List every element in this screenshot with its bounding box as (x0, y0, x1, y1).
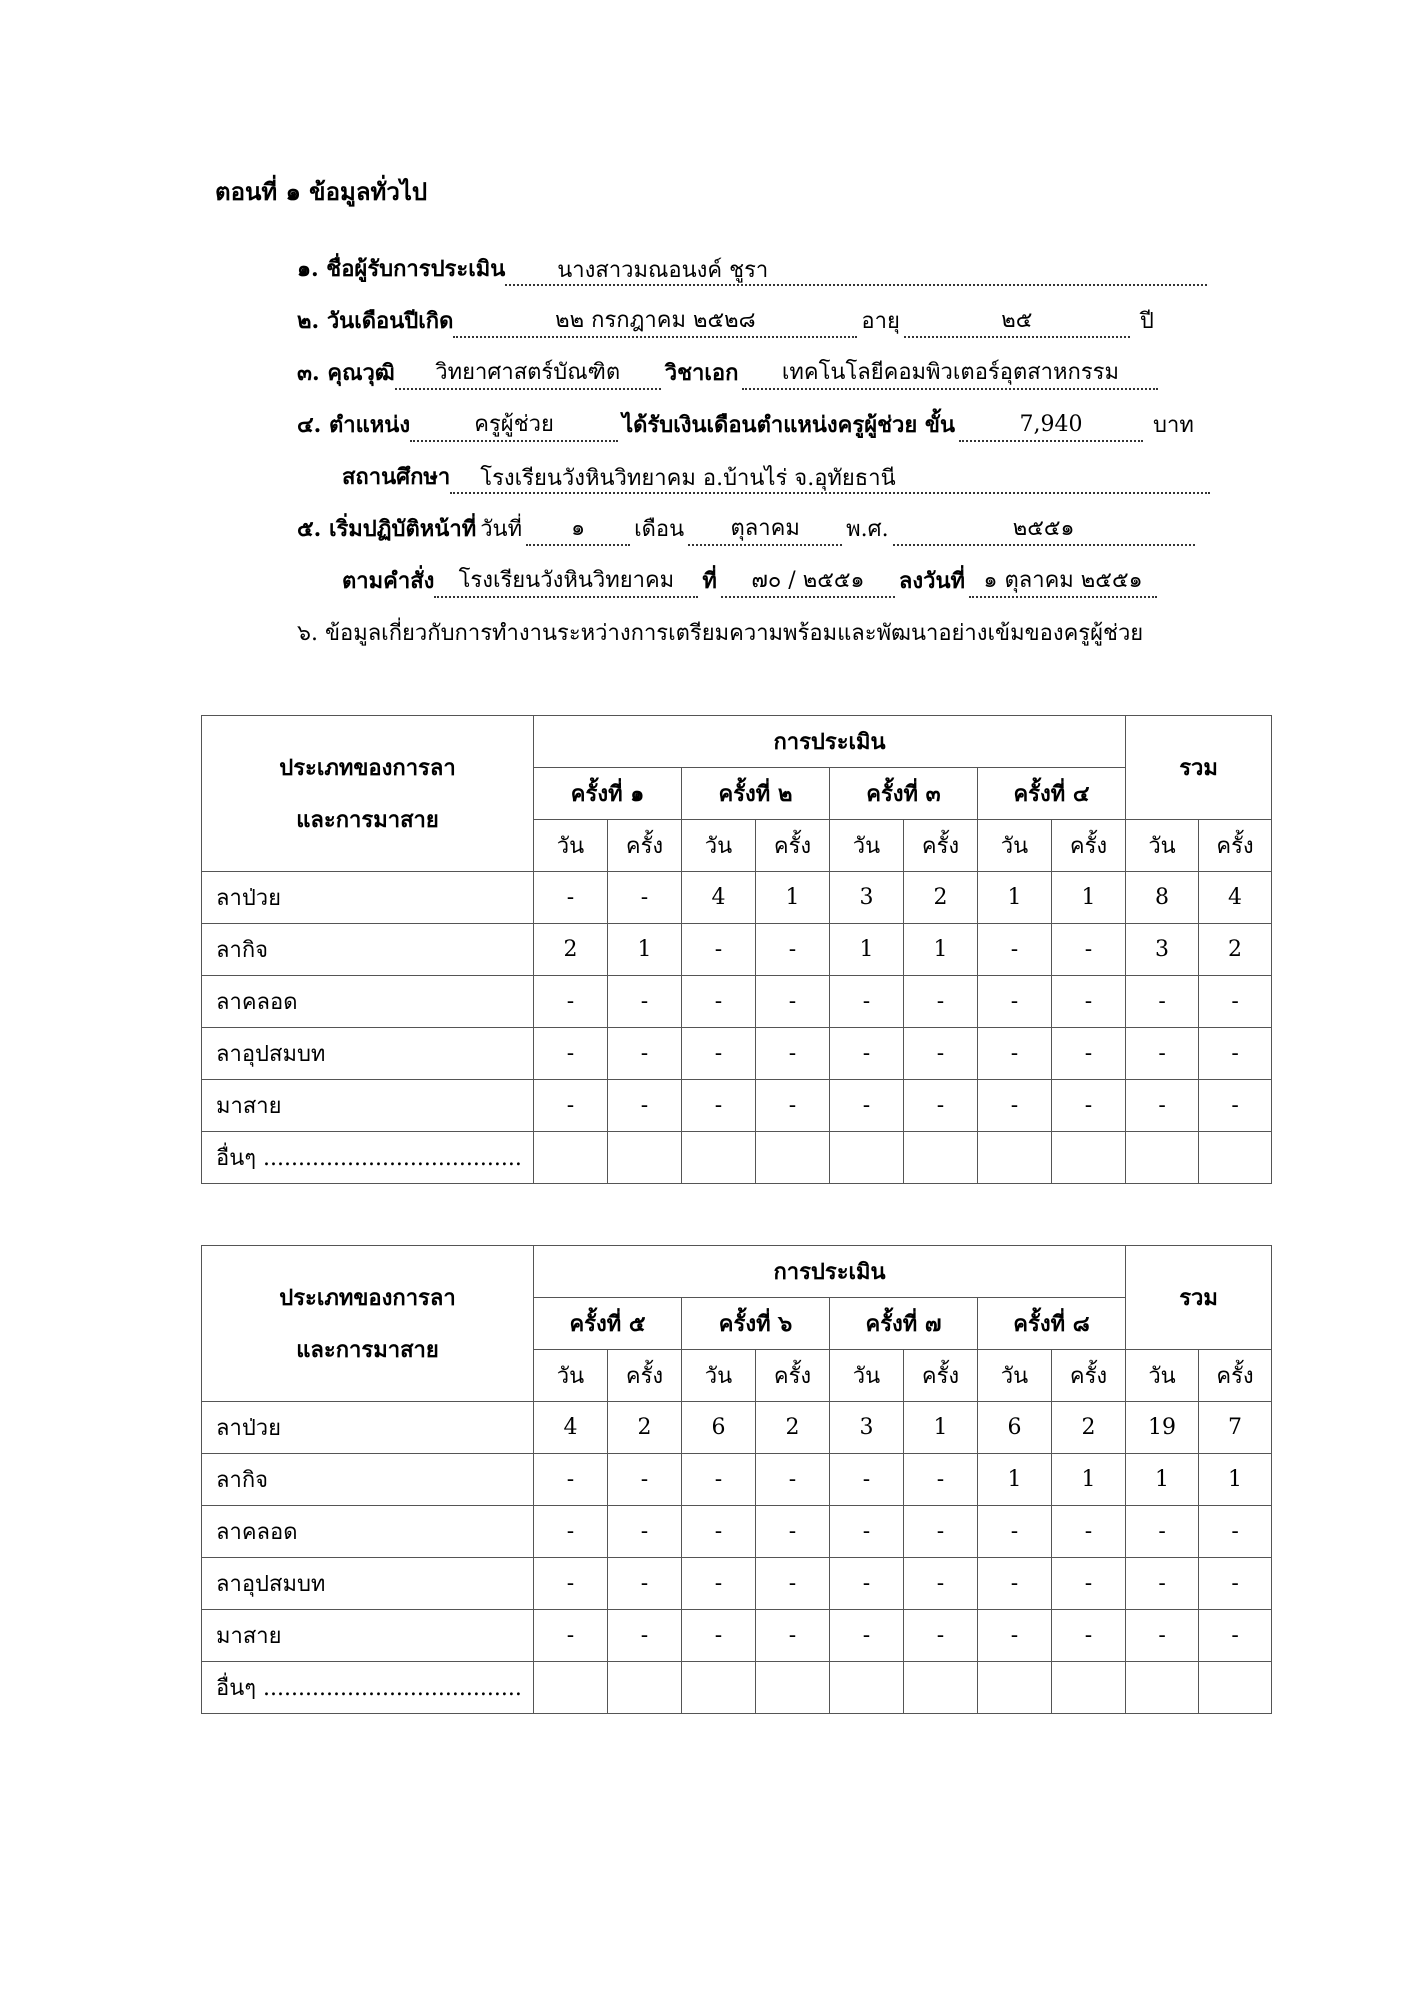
times-count-cell: - (608, 872, 682, 924)
times-count-cell: - (1199, 1610, 1272, 1662)
times-count-cell: 2 (1199, 924, 1272, 976)
age-label: อายุ (861, 309, 900, 334)
times-count-cell: - (904, 1454, 978, 1506)
day-count-cell: 1 (978, 1454, 1052, 1506)
times-count-cell: 1 (608, 924, 682, 976)
order-no-label: ที่ (702, 568, 717, 594)
table-row (202, 1454, 1272, 1506)
table-row (202, 872, 1272, 924)
times-count-cell: - (1052, 1028, 1126, 1080)
day-count-cell: - (534, 976, 608, 1028)
times-header: ครั้ง (756, 820, 830, 872)
day-count-cell: - (534, 1028, 608, 1080)
times-count-cell: - (608, 976, 682, 1028)
day-count-cell: - (534, 1610, 608, 1662)
day-header: วัน (978, 1350, 1052, 1402)
times-count-cell: - (608, 1558, 682, 1610)
times-count-cell: 1 (904, 1402, 978, 1454)
day-count-cell: - (978, 1558, 1052, 1610)
day-count-cell: - (534, 1506, 608, 1558)
day-count-cell: 4 (682, 872, 756, 924)
times-count-cell: - (1199, 976, 1272, 1028)
order-date-field: ๑ ตุลาคม ๒๕๕๑ (969, 566, 1157, 598)
assessment-header: การประเมิน (534, 716, 1126, 768)
day-count-cell (682, 1662, 756, 1714)
order-no-field: ๗๐ / ๒๕๕๑ (721, 566, 895, 598)
leave-type-cell: ลากิจ (202, 924, 534, 976)
day-header: วัน (534, 820, 608, 872)
day-count-cell (1126, 1662, 1199, 1714)
day-count-cell: 3 (1126, 924, 1199, 976)
order-label: ตามคำสั่ง (342, 568, 435, 594)
day-count-cell: - (682, 1028, 756, 1080)
table-body (202, 1402, 1272, 1714)
times-count-cell (1052, 1132, 1126, 1184)
leave-type-cell: ลาคลอด (202, 1506, 534, 1558)
order-line (342, 564, 1157, 598)
day-count-cell: 6 (978, 1402, 1052, 1454)
start-day-field: ๑ (526, 514, 630, 546)
total-header: รวม (1126, 1246, 1272, 1350)
day-header: วัน (1126, 820, 1199, 872)
dob-line (297, 304, 1158, 338)
qualification-label: ๓. คุณวุฒิ (297, 360, 395, 386)
day-count-cell: 2 (534, 924, 608, 976)
times-count-cell (756, 1132, 830, 1184)
day-count-cell (978, 1662, 1052, 1714)
day-count-cell: 6 (682, 1402, 756, 1454)
times-count-cell: 2 (1052, 1402, 1126, 1454)
table-row (202, 1558, 1272, 1610)
day-count-cell (682, 1132, 756, 1184)
times-count-cell (904, 1132, 978, 1184)
times-count-cell (608, 1662, 682, 1714)
times-count-cell: - (1052, 1080, 1126, 1132)
day-count-cell: - (1126, 1506, 1199, 1558)
total-header: รวม (1126, 716, 1272, 820)
times-count-cell: - (608, 1454, 682, 1506)
type-header-line1: ประเภทของการลา (279, 1284, 456, 1311)
day-count-cell: - (1126, 1558, 1199, 1610)
day-count-cell: - (830, 976, 904, 1028)
age-unit: ปี (1139, 309, 1154, 334)
dob-label: ๒. วันเดือนปีเกิด (297, 308, 454, 334)
day-count-cell: 4 (534, 1402, 608, 1454)
times-count-cell: 7 (1199, 1402, 1272, 1454)
times-count-cell: 1 (904, 924, 978, 976)
major-label: วิชาเอก (664, 360, 739, 386)
times-count-cell: - (608, 1080, 682, 1132)
times-count-cell: 1 (756, 872, 830, 924)
leave-table-1 (201, 715, 1272, 1184)
times-count-cell (904, 1662, 978, 1714)
times-count-cell (1199, 1132, 1272, 1184)
day-count-cell: - (978, 1028, 1052, 1080)
day-count-cell: - (978, 976, 1052, 1028)
assessment-header: การประเมิน (534, 1246, 1126, 1298)
times-count-cell: - (608, 1506, 682, 1558)
times-count-cell: - (608, 1028, 682, 1080)
table-row (202, 1662, 1272, 1714)
times-count-cell: 4 (1199, 872, 1272, 924)
round-header: ครั้งที่ ๒ (682, 768, 830, 820)
day-count-cell: 1 (830, 924, 904, 976)
times-count-cell: - (1052, 976, 1126, 1028)
leave-type-cell: มาสาย (202, 1610, 534, 1662)
times-header: ครั้ง (1199, 1350, 1272, 1402)
times-count-cell: - (1199, 1558, 1272, 1610)
day-count-cell: - (682, 976, 756, 1028)
table-row (202, 1080, 1272, 1132)
times-count-cell: 1 (1052, 1454, 1126, 1506)
table-row (202, 1610, 1272, 1662)
day-count-cell: - (1126, 1610, 1199, 1662)
day-count-cell: - (978, 924, 1052, 976)
day-count-cell (1126, 1132, 1199, 1184)
day-count-cell: - (830, 1506, 904, 1558)
times-count-cell (608, 1132, 682, 1184)
start-year-label: พ.ศ. (846, 517, 889, 542)
dob-field: ๒๒ กรกฎาคม ๒๕๒๘ (453, 306, 857, 338)
times-count-cell: - (756, 924, 830, 976)
times-count-cell: - (904, 1506, 978, 1558)
times-count-cell (756, 1662, 830, 1714)
day-count-cell (534, 1662, 608, 1714)
leave-type-cell: ลาคลอด (202, 976, 534, 1028)
salary-label: ได้รับเงินเดือนตำแหน่งครูผู้ช่วย ขั้น (622, 412, 956, 438)
times-header: ครั้ง (904, 1350, 978, 1402)
round-header: ครั้งที่ ๗ (830, 1298, 978, 1350)
day-count-cell: - (682, 1506, 756, 1558)
table-body (202, 872, 1272, 1184)
times-count-cell: - (1199, 1080, 1272, 1132)
table-row (202, 1402, 1272, 1454)
table-row (202, 976, 1272, 1028)
position-label: ๔. ตำแหน่ง (297, 412, 411, 438)
table-row (202, 1132, 1272, 1184)
start-month-field: ตุลาคม (688, 514, 842, 546)
day-header: วัน (978, 820, 1052, 872)
leave-type-cell: ลาป่วย (202, 872, 534, 924)
day-header: วัน (1126, 1350, 1199, 1402)
table-row (202, 924, 1272, 976)
type-header (202, 1246, 534, 1402)
times-count-cell: - (1052, 1610, 1126, 1662)
round-header: ครั้งที่ ๘ (978, 1298, 1126, 1350)
name-field: นางสาวมณอนงค์ ชูรา (505, 256, 1207, 286)
start-line (297, 512, 1195, 546)
position-line (297, 408, 1198, 442)
times-count-cell: 1 (1052, 872, 1126, 924)
type-header (202, 716, 534, 872)
day-count-cell: 3 (830, 1402, 904, 1454)
day-count-cell: - (1126, 1080, 1199, 1132)
times-count-cell: 2 (904, 872, 978, 924)
day-count-cell: 19 (1126, 1402, 1199, 1454)
start-label: ๕. เริ่มปฏิบัติหน้าที่ (297, 516, 477, 542)
order-date-label: ลงวันที่ (898, 568, 966, 594)
item6-text: ๖. ข้อมูลเกี่ยวกับการทำงานระหว่างการเตรียมความพร้อมและพัฒนาอย่างเข้มของครูผู้ช่วย (297, 621, 1144, 646)
day-count-cell: 1 (1126, 1454, 1199, 1506)
day-count-cell: 1 (978, 872, 1052, 924)
type-header-line2: และการมาสาย (296, 806, 439, 833)
school-label: สถานศึกษา (342, 464, 451, 490)
day-count-cell: - (830, 1028, 904, 1080)
day-count-cell: - (1126, 1028, 1199, 1080)
order-field: โรงเรียนวังหินวิทยาคม (434, 566, 698, 598)
leave-type-cell: ลาอุปสมบท (202, 1558, 534, 1610)
leave-type-cell: อื่นๆ ..................................... (202, 1662, 534, 1714)
times-count-cell: 1 (1199, 1454, 1272, 1506)
type-header-line1: ประเภทของการลา (279, 754, 456, 781)
times-count-cell (1199, 1662, 1272, 1714)
day-count-cell: 8 (1126, 872, 1199, 924)
day-count-cell: - (830, 1454, 904, 1506)
day-header: วัน (682, 1350, 756, 1402)
age-field: ๒๕ (904, 306, 1130, 338)
times-count-cell: - (904, 1028, 978, 1080)
times-count-cell: - (756, 1080, 830, 1132)
start-year-field: ๒๕๕๑ (893, 514, 1195, 546)
times-header: ครั้ง (1052, 820, 1126, 872)
table-row (202, 1506, 1272, 1558)
round-header: ครั้งที่ ๓ (830, 768, 978, 820)
section-title: ตอนที่ ๑ ข้อมูลทั่วไป (215, 177, 428, 206)
times-count-cell: - (756, 1028, 830, 1080)
start-month-label: เดือน (634, 517, 685, 542)
day-header: วัน (830, 820, 904, 872)
day-count-cell: - (682, 924, 756, 976)
day-count-cell: 3 (830, 872, 904, 924)
leave-type-cell: ลากิจ (202, 1454, 534, 1506)
day-header: วัน (830, 1350, 904, 1402)
day-count-cell: - (682, 1558, 756, 1610)
leave-type-cell: มาสาย (202, 1080, 534, 1132)
day-count-cell: - (534, 1454, 608, 1506)
day-header: วัน (534, 1350, 608, 1402)
round-header: ครั้งที่ ๕ (534, 1298, 682, 1350)
qualification-field: วิทยาศาสตร์บัณฑิต (395, 358, 661, 390)
times-count-cell: - (904, 1610, 978, 1662)
qualification-line (297, 356, 1158, 390)
times-header: ครั้ง (608, 1350, 682, 1402)
day-count-cell: - (682, 1080, 756, 1132)
times-count-cell: - (1199, 1506, 1272, 1558)
times-count-cell: - (1199, 1028, 1272, 1080)
day-count-cell (830, 1132, 904, 1184)
times-header: ครั้ง (1199, 820, 1272, 872)
day-count-cell: - (978, 1506, 1052, 1558)
round-header: ครั้งที่ ๑ (534, 768, 682, 820)
times-header: ครั้ง (756, 1350, 830, 1402)
times-header: ครั้ง (904, 820, 978, 872)
school-field: โรงเรียนวังหินวิทยาคม อ.บ้านไร่ จ.อุทัยธานี (450, 464, 1210, 494)
leave-type-cell: ลาอุปสมบท (202, 1028, 534, 1080)
leave-table-2 (201, 1245, 1272, 1714)
day-count-cell (830, 1662, 904, 1714)
day-count-cell (534, 1132, 608, 1184)
times-count-cell: 2 (756, 1402, 830, 1454)
day-count-cell: - (978, 1610, 1052, 1662)
salary-unit: บาท (1153, 413, 1194, 438)
times-count-cell: - (756, 1454, 830, 1506)
name-line (297, 252, 1207, 286)
times-count-cell: - (904, 1558, 978, 1610)
table-row (202, 1028, 1272, 1080)
leave-type-cell: อื่นๆ ..................................... (202, 1132, 534, 1184)
times-count-cell: - (756, 976, 830, 1028)
times-count-cell: - (1052, 924, 1126, 976)
day-count-cell (978, 1132, 1052, 1184)
times-count-cell: - (756, 1506, 830, 1558)
day-count-cell: - (682, 1454, 756, 1506)
times-count-cell: - (1052, 1506, 1126, 1558)
times-count-cell: - (756, 1558, 830, 1610)
times-count-cell: - (608, 1610, 682, 1662)
times-count-cell: - (904, 976, 978, 1028)
day-count-cell: - (830, 1610, 904, 1662)
school-line (342, 460, 1210, 494)
times-header: ครั้ง (1052, 1350, 1126, 1402)
day-count-cell: - (534, 1080, 608, 1132)
round-header: ครั้งที่ ๖ (682, 1298, 830, 1350)
times-count-cell: - (756, 1610, 830, 1662)
times-header: ครั้ง (608, 820, 682, 872)
day-count-cell: - (830, 1558, 904, 1610)
start-day-label: วันที่ (480, 517, 523, 542)
day-count-cell: - (1126, 976, 1199, 1028)
day-count-cell: - (978, 1080, 1052, 1132)
day-count-cell: - (830, 1080, 904, 1132)
times-count-cell (1052, 1662, 1126, 1714)
round-header: ครั้งที่ ๔ (978, 768, 1126, 820)
item6-line (297, 616, 1143, 650)
name-label: ๑. ชื่อผู้รับการประเมิน (297, 256, 506, 282)
day-count-cell: - (682, 1610, 756, 1662)
position-field: ครูผู้ช่วย (410, 410, 618, 442)
times-count-cell: - (904, 1080, 978, 1132)
leave-type-cell: ลาป่วย (202, 1402, 534, 1454)
day-count-cell: - (534, 1558, 608, 1610)
times-count-cell: - (1052, 1558, 1126, 1610)
day-count-cell: - (534, 872, 608, 924)
major-field: เทคโนโลยีคอมพิวเตอร์อุตสาหกรรม (742, 358, 1158, 390)
salary-field: 7,940 (959, 410, 1143, 442)
type-header-line2: และการมาสาย (296, 1336, 439, 1363)
day-header: วัน (682, 820, 756, 872)
times-count-cell: 2 (608, 1402, 682, 1454)
